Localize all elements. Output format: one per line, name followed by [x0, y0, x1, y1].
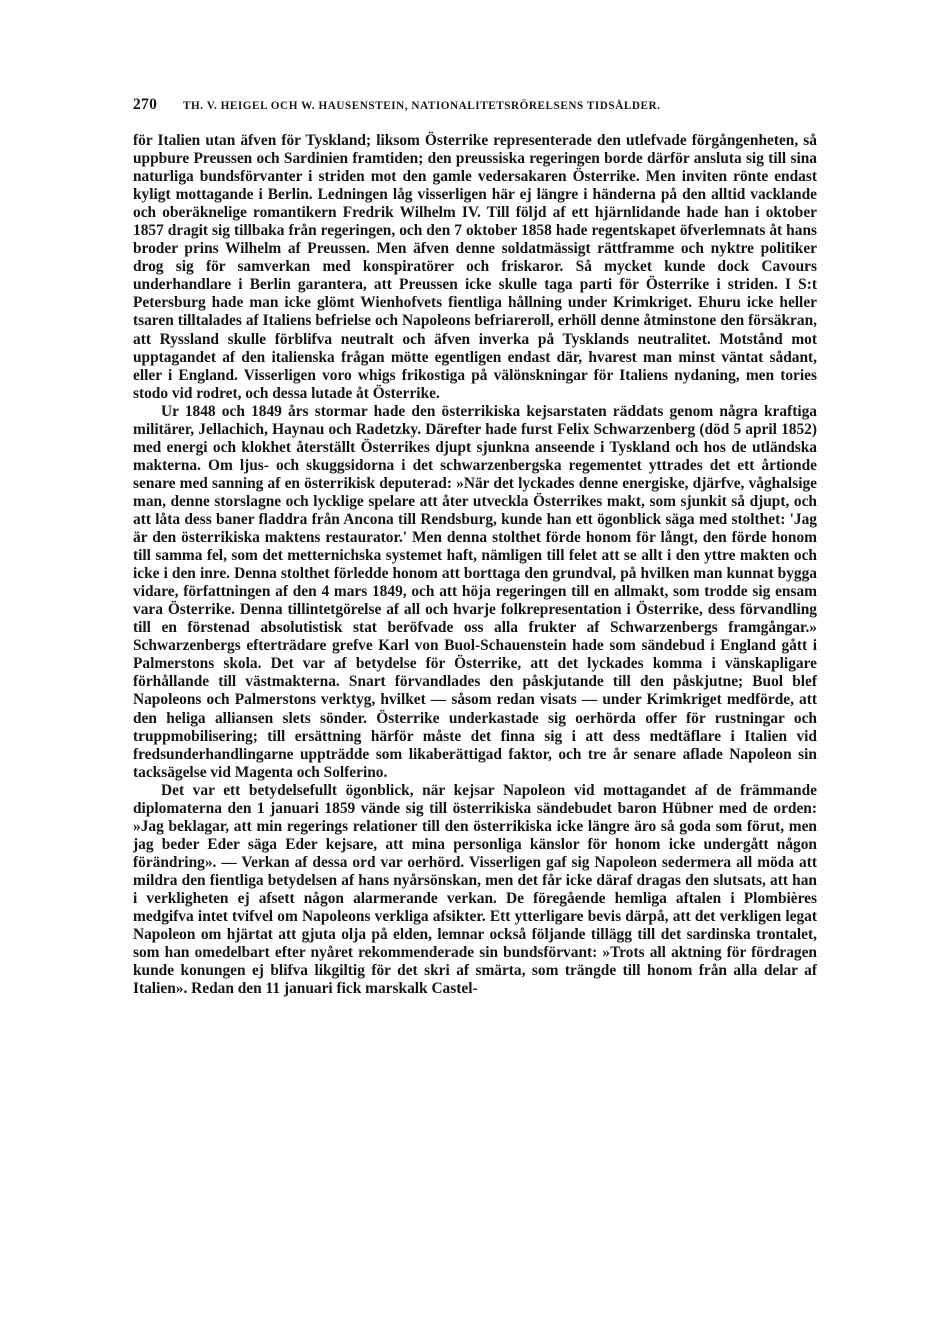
paragraph: för Italien utan äfven för Tyskland; liksom Österrike representerade den utlefvade förgångenheten, så uppbure Preussen och Sardinien framtiden; den preussiska regeringen borde därför ansluta sig till sina naturliga bundsförvanter i striden mot den gamle vedersakaren Österrike. Men inviten rönte endast kyligt mottagande i Berlin. Ledningen låg visserligen här ej längre i händerna på den alltid vacklande och oberäknelige romantikern Fredrik Wilhelm IV. Till följd af ett hjärnlidande hade han i oktober 1857 dragit sig tillbaka från regeringen, och den 7 oktober 1858 hade regentskapet öfverlemnats åt hans broder prins Wilhelm af Preussen. Men äfven denne soldatmässigt rättframme och nyktre politiker drog sig för samverkan med konspiratörer och friskaror. Så mycket kunde dock Cavours underhandlare i Berlin garantera, att Preussen icke skulle taga parti för Österrike i striden. I S:t Petersburg hade man icke glömt Wienhofvets fientliga hållning under Krimkriget. Ehuru icke heller tsaren tilltalades af Italiens befrielse och Napoleons befriareroll, erhöll denne åtminstone den försäkran, att Ryssland skulle förblifva neutralt och äfven inverka på Tysklands neutralitet. Motstånd mot upptagandet af den italienska frågan mötte egentligen endast där, hvarest man minst väntat sådant, eller i England. Visserligen voro whigs frikostiga på välönskningar för Italiens nydaning, men tories stodo vid rodret, och dessa lutade åt Österrike. [133, 132, 817, 402]
body-text [133, 132, 817, 998]
book-page [133, 96, 817, 998]
running-title: TH. V. HEIGEL OCH W. HAUSENSTEIN, NATIONALITETSRÖRELSENS TIDSÅLDER. [183, 100, 661, 112]
paragraph: Det var ett betydelsefullt ögonblick, när kejsar Napoleon vid mottagandet af de främmande diplomaterna den 1 januari 1859 vände sig till österrikiska sändebudet baron Hübner med de orden: »Jag beklagar, att min regerings relationer till den österrikiska icke längre äro så goda som förut, men jag beder Eder säga Eder kejsare, att mina personliga känslor för honom icke undergått någon förändring». — Verkan af dessa ord var oerhörd. Visserligen gaf sig Napoleon sedermera all möda att mildra den fientliga betydelsen af hans nyårsönskan, men det får icke däraf dragas den slutsats, att han i verkligheten ej afsett någon alarmerande verkan. De föregående hemliga aftalen i Plombières medgifva intet tvifvel om Napoleons verkliga afsikter. Ett ytterligare bevis därpå, att det verkligen legat Napoleon om hjärtat att gjuta olja på elden, lemnar också följande tillägg till det sardinska trontalet, som han omedelbart efter nyåret rekommenderade sin bundsförvant: »Trots all aktning för fördragen kunde konungen ej blifva likgiltig för det skri af smärta, som trängde till honom från alla delar af Italien». Redan den 11 januari fick marskalk Castel- [133, 781, 817, 998]
paragraph: Ur 1848 och 1849 års stormar hade den österrikiska kejsarstaten räddats genom några kraftiga militärer, Jellachich, Haynau och Radetzky. Därefter hade furst Felix Schwarzenberg (död 5 april 1852) med energi och klokhet återställt Österrikes djupt sjunkna anseende i Tyskland och hos de utländska makterna. Om ljus- och skuggsidorna i det schwarzenbergska regementet yttrades det ett årtionde senare med sanning af en österrikisk deputerad: »När det lyckades denne energiske, djärfve, våghalsige man, denne storslagne och lycklige spelare att åter utveckla Österrikes makt, som sjunkit så djupt, och att låta dess baner fladdra från Ancona till Rendsburg, kunde han ett ögonblick säga med stolthet: 'Jag är den österrikiska maktens restaurator.' Men denna stolthet förde honom för långt, den förde honom till samma fel, som det metternichska systemet haft, nämligen till felet att se allt i den yttre makten och icke i den inre. Denna stolthet förledde honom att borttaga den grundval, på hvilken man kunnat bygga vidare, författningen af den 4 mars 1849, och att höja regeringen till en allmakt, som trodde sig ensam vara Österrike. Denna tillintetgörelse af all och hvarje folkrepresentation i Österrike, dess förvandling till en förstenad absolutistisk stat beröfvade oss alla frukter af Schwarzenbergs framgångar.» Schwarzenbergs efterträdare grefve Karl von Buol-Schauenstein hade som sändebud i England gått i Palmerstons skola. Det var af betydelse för Österrike, att det lyckades komma i vänskapligare förhållande till västmakterna. Snart förvandlades den påskjutande till den påskjutne; Buol blef Napoleons och Palmerstons verktyg, hvilket — såsom redan visats — under Krimkriget medförde, att den heliga alliansen slets sönder. Österrike underkastade sig oerhörda offer för rustningar och truppmobilisering; till ersättning härför måste det finna sig i att dess medtäflare i Italien vid fredsunderhandlingarne uppträdde som likaberättigad faktor, och tre år senare aflade Napoleon sin tacksägelse vid Magenta och Solferino. [133, 402, 817, 781]
page-number: 270 [133, 96, 158, 113]
page-header [133, 96, 817, 118]
